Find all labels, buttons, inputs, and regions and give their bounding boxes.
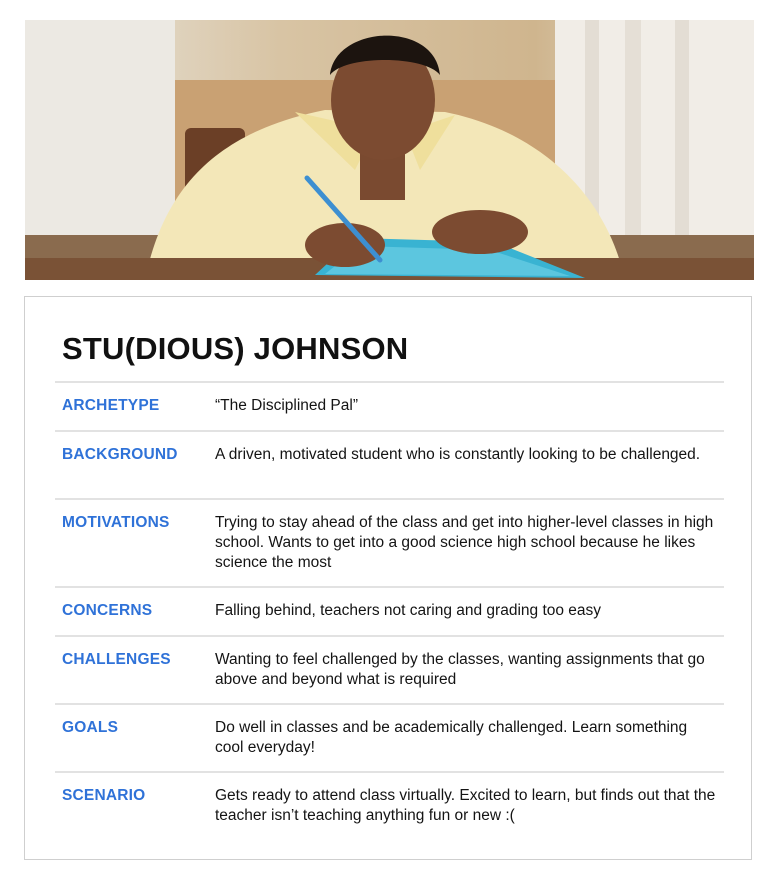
row-scenario <box>55 773 724 839</box>
row-archetype <box>55 383 724 432</box>
row-label: BACKGROUND <box>62 446 178 463</box>
row-value: “The Disciplined Pal” <box>215 397 358 414</box>
row-concerns <box>55 588 724 637</box>
row-label: CHALLENGES <box>62 651 171 668</box>
row-background <box>55 432 724 500</box>
row-value: Gets ready to attend class virtually. Excited to learn, but finds out that the teacher isn’t teaching anything fun or new :( <box>215 787 716 824</box>
row-label: SCENARIO <box>62 787 146 804</box>
row-challenges <box>55 637 724 705</box>
student-writing-illustration <box>25 20 754 280</box>
persona-card <box>24 296 752 860</box>
row-value: Trying to stay ahead of the class and get into higher-level classes in high school. Wants to get into a good science high school because he likes science the most <box>215 514 714 571</box>
row-motivations <box>55 500 724 588</box>
hero-photo <box>25 20 754 280</box>
row-value: Do well in classes and be academically challenged. Learn something cool everyday! <box>215 719 688 756</box>
row-goals <box>55 705 724 773</box>
row-value: Falling behind, teachers not caring and grading too easy <box>215 602 602 619</box>
row-label: ARCHETYPE <box>62 397 160 414</box>
row-label: CONCERNS <box>62 602 153 619</box>
persona-table <box>55 381 724 839</box>
persona-name: STU(DIOUS) JOHNSON <box>62 331 409 366</box>
row-value: A driven, motivated student who is constantly looking to be challenged. <box>215 446 701 463</box>
row-label: MOTIVATIONS <box>62 514 170 531</box>
row-label: GOALS <box>62 719 119 736</box>
row-value: Wanting to feel challenged by the classes, wanting assignments that go above and beyond what is required <box>215 651 705 688</box>
